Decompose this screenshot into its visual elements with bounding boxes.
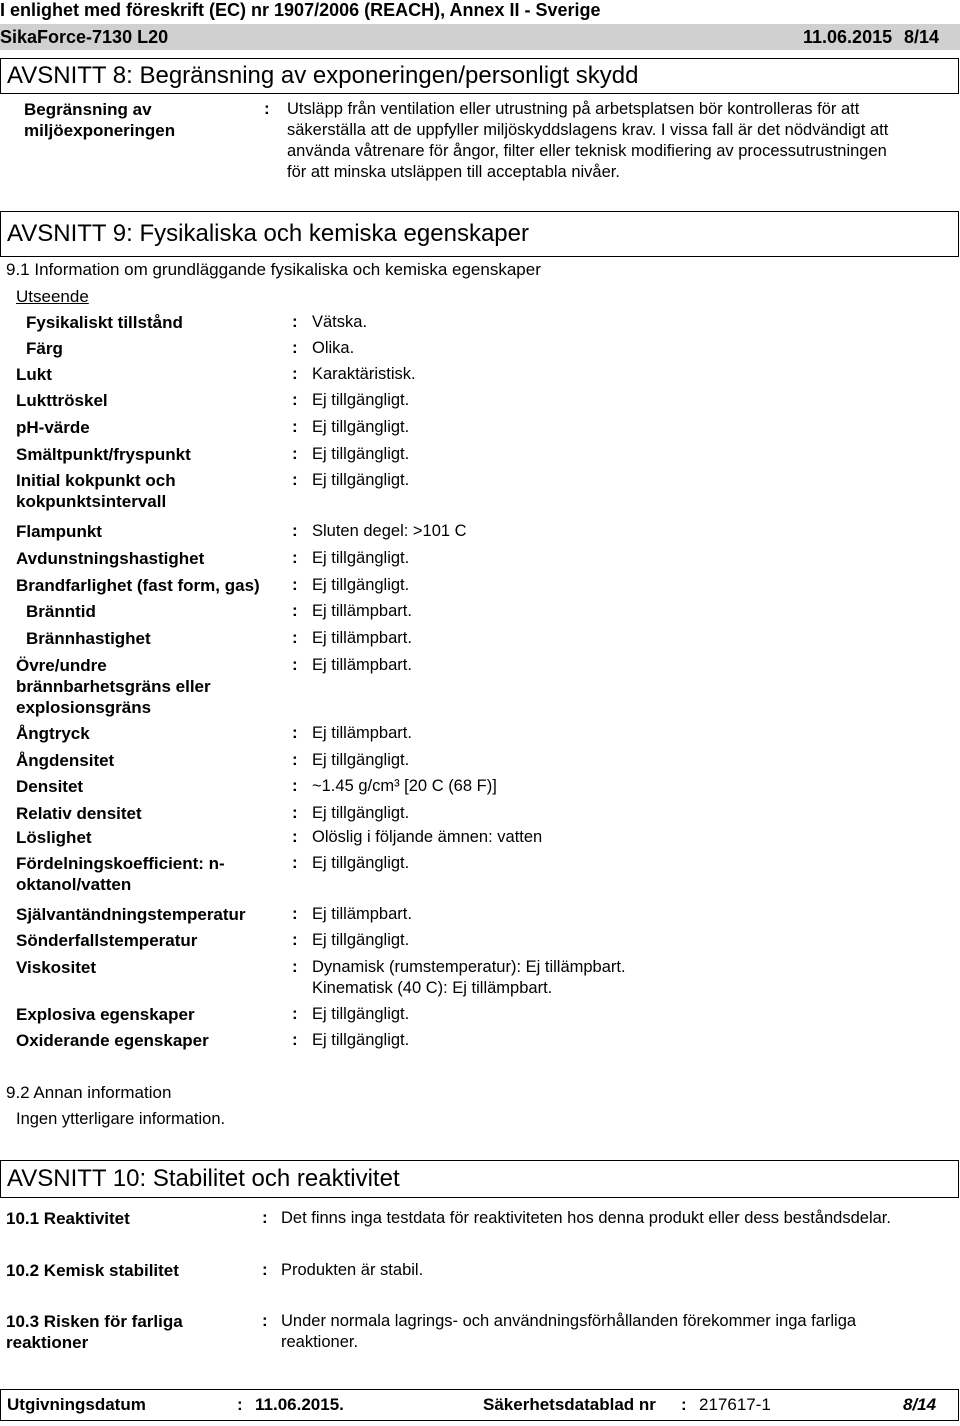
- property-label: Övre/undre: [16, 656, 107, 675]
- property-label: Viskositet: [16, 958, 97, 977]
- section-8-title: AVSNITT 8: Begränsning av exponeringen/personligt skydd: [7, 62, 639, 89]
- property-label: Bränntid: [26, 602, 96, 621]
- property-value: Ej tillämpbart.: [312, 724, 412, 742]
- property-value: Ej tillämpbart.: [312, 629, 412, 647]
- property-label: Densitet: [16, 777, 84, 796]
- property-label: Fördelningskoefficient: n-: [16, 854, 225, 873]
- property-value: Sluten degel: >101 C: [312, 522, 467, 540]
- reactivity-value: reaktioner.: [281, 1333, 359, 1351]
- property-value: Ej tillämpbart.: [312, 656, 412, 674]
- property-label: Ångtryck: [16, 724, 90, 743]
- property-colon: :: [292, 776, 298, 795]
- property-value: Ej tillämpbart.: [312, 602, 412, 620]
- property-colon: :: [292, 930, 298, 949]
- property-value: Ej tillgängligt.: [312, 804, 410, 822]
- property-label: Brännhastighet: [26, 629, 151, 648]
- header-page: 8/14: [904, 27, 940, 47]
- property-colon: :: [292, 444, 298, 463]
- property-value: Ej tillämpbart.: [312, 905, 412, 923]
- property-colon: :: [292, 655, 298, 674]
- reactivity-value: Produkten är stabil.: [281, 1261, 424, 1279]
- footer-colon-2: :: [681, 1395, 687, 1414]
- reactivity-label: 10.2 Kemisk stabilitet: [6, 1261, 179, 1280]
- property-colon: :: [292, 1004, 298, 1023]
- property-label: Explosiva egenskaper: [16, 1005, 195, 1024]
- property-label: Färg: [26, 339, 63, 358]
- property-label: Initial kokpunkt och: [16, 471, 176, 490]
- property-colon: :: [292, 904, 298, 923]
- reactivity-colon: :: [262, 1311, 268, 1330]
- property-label: Lukt: [16, 365, 52, 384]
- footer-page: 8/14: [903, 1395, 937, 1414]
- reactivity-value: Det finns inga testdata för reaktiviteten hos denna produkt eller dess beståndsdelar.: [281, 1209, 891, 1227]
- property-colon: :: [292, 827, 298, 846]
- property-label: Brandfarlighet (fast form, gas): [16, 576, 260, 595]
- property-colon: :: [292, 548, 298, 567]
- product-name: SikaForce-7130 L20: [0, 27, 169, 47]
- sds-number-value: 217617-1: [699, 1395, 771, 1414]
- env-exposure-label-1: Begränsning av: [24, 100, 152, 119]
- sds-number-label: Säkerhetsdatablad nr: [483, 1395, 656, 1414]
- env-exposure-text-1: Utsläpp från ventilation eller utrustning på arbetsplatsen bör kontrolleras för att: [287, 100, 860, 118]
- property-colon: :: [292, 312, 298, 331]
- property-value: Ej tillgängligt.: [312, 445, 410, 463]
- property-label: Smältpunkt/fryspunkt: [16, 445, 191, 464]
- property-colon: :: [292, 723, 298, 742]
- property-label: brännbarhetsgräns eller: [16, 677, 211, 696]
- section-9-heading: [0, 211, 959, 257]
- property-colon: :: [292, 803, 298, 822]
- property-value: Ej tillgängligt.: [312, 549, 410, 567]
- reactivity-label: 10.1 Reaktivitet: [6, 1209, 130, 1228]
- property-label: Avdunstningshastighet: [16, 549, 205, 568]
- property-value: Kinematisk (40 C): Ej tillämpbart.: [312, 979, 553, 997]
- env-exposure-text-3: använda våtrenare för ångor, filter eller teknisk modifiering av processutrustningen: [287, 142, 887, 160]
- property-value: ~1.45 g/cm³ [20 C (68 F)]: [312, 777, 497, 795]
- property-label: Fysikaliskt tillstånd: [26, 313, 183, 332]
- property-label: oktanol/vatten: [16, 875, 132, 894]
- property-label: Sönderfallstemperatur: [16, 931, 198, 950]
- reactivity-colon: :: [262, 1208, 268, 1227]
- property-label: pH-värde: [16, 418, 90, 437]
- property-label: Flampunkt: [16, 522, 102, 541]
- property-value: Ej tillgängligt.: [312, 418, 410, 436]
- reactivity-label: reaktioner: [6, 1333, 89, 1352]
- property-value: Ej tillgängligt.: [312, 751, 410, 769]
- other-information-text: Ingen ytterligare information.: [16, 1110, 226, 1128]
- property-value: Ej tillgängligt.: [312, 471, 410, 489]
- property-label: explosionsgräns: [16, 698, 152, 717]
- property-colon: :: [292, 417, 298, 436]
- property-label: Relativ densitet: [16, 804, 142, 823]
- reactivity-label: 10.3 Risken för farliga: [6, 1312, 183, 1331]
- property-value: Ej tillgängligt.: [312, 854, 410, 872]
- appearance-heading: Utseende: [16, 287, 89, 306]
- section-10-title: AVSNITT 10: Stabilitet och reaktivitet: [7, 1165, 400, 1192]
- property-colon: :: [292, 1030, 298, 1049]
- env-exposure-text-2: säkerställa att de uppfyller miljöskyddslagens krav. I vissa fall är det nödvändigt att: [287, 121, 889, 139]
- property-colon: :: [292, 601, 298, 620]
- property-label: kokpunktsintervall: [16, 492, 167, 511]
- property-value: Ej tillgängligt.: [312, 931, 410, 949]
- property-colon: :: [292, 853, 298, 872]
- env-exposure-colon: :: [264, 99, 270, 118]
- property-colon: :: [292, 521, 298, 540]
- footer-colon-1: :: [237, 1395, 243, 1414]
- document-header-title: I enlighet med föreskrift (EC) nr 1907/2006 (REACH), Annex II - Sverige: [0, 0, 601, 20]
- subsection-9-2-title: 9.2 Annan information: [6, 1083, 172, 1102]
- reactivity-value: Under normala lagrings- och användningsförhållanden förekommer inga farliga: [281, 1312, 857, 1330]
- property-value: Karaktäristisk.: [312, 365, 416, 383]
- env-exposure-text-4: för att minska utsläppen till acceptabla nivåer.: [287, 163, 620, 181]
- issue-date-label: Utgivningsdatum: [7, 1395, 146, 1414]
- section-10-heading: [0, 1160, 959, 1198]
- property-value: Dynamisk (rumstemperatur): Ej tillämpbart.: [312, 958, 626, 976]
- property-colon: :: [292, 338, 298, 357]
- property-label: Ångdensitet: [16, 751, 115, 770]
- property-colon: :: [292, 470, 298, 489]
- property-value: Olöslig i följande ämnen: vatten: [312, 828, 543, 846]
- property-colon: :: [292, 390, 298, 409]
- property-value: Ej tillgängligt.: [312, 1031, 410, 1049]
- document-header-bar: [0, 24, 960, 50]
- property-value: Ej tillgängligt.: [312, 391, 410, 409]
- env-exposure-label-2: miljöexponeringen: [24, 121, 176, 140]
- property-colon: :: [292, 575, 298, 594]
- property-label: Lukttröskel: [16, 391, 108, 410]
- reactivity-colon: :: [262, 1260, 268, 1279]
- property-value: Olika.: [312, 339, 355, 357]
- property-colon: :: [292, 957, 298, 976]
- document-footer: [0, 1389, 959, 1421]
- property-colon: :: [292, 750, 298, 769]
- property-label: Självantändningstemperatur: [16, 905, 246, 924]
- property-label: Oxiderande egenskaper: [16, 1031, 209, 1050]
- property-value: Ej tillgängligt.: [312, 576, 410, 594]
- subsection-9-1-title: 9.1 Information om grundläggande fysikaliska och kemiska egenskaper: [6, 260, 541, 279]
- section-9-title: AVSNITT 9: Fysikaliska och kemiska egenskaper: [7, 220, 529, 247]
- issue-date-value: 11.06.2015.: [255, 1395, 344, 1414]
- property-colon: :: [292, 628, 298, 647]
- property-value: Vätska.: [312, 313, 368, 331]
- property-value: Ej tillgängligt.: [312, 1005, 410, 1023]
- property-colon: :: [292, 364, 298, 383]
- property-label: Löslighet: [16, 828, 92, 847]
- header-date: 11.06.2015: [803, 27, 893, 47]
- section-8-heading: [0, 58, 959, 94]
